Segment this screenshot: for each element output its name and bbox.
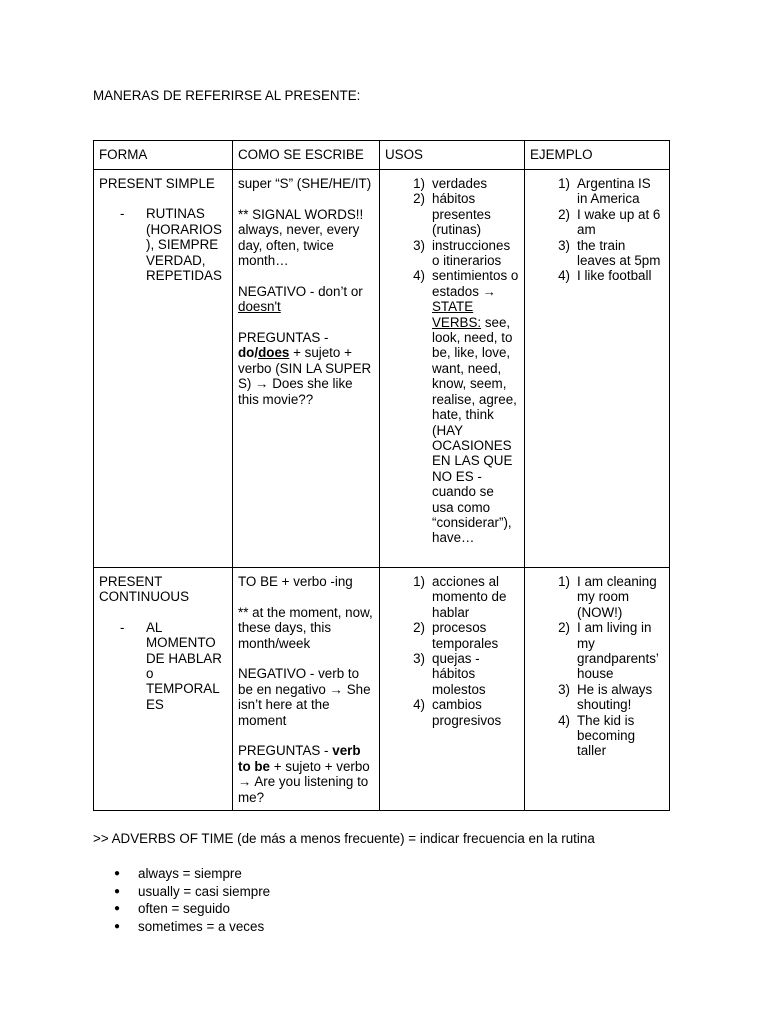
- adverbs-heading: >> ADVERBS OF TIME (de más a menos frecuente) = indicar frecuencia en la rutina: [93, 831, 595, 846]
- list-item: ● often = seguido: [138, 901, 270, 919]
- list-item: 3) He is always shouting!: [558, 681, 653, 713]
- list-item: 1) I am cleaning my room (NOW!): [558, 574, 657, 620]
- header-usos: USOS: [380, 141, 525, 170]
- table-row: [94, 170, 670, 568]
- escribe-rule: super “S” (SHE/HE/IT): [238, 176, 372, 191]
- list-item: 3) the train leaves at 5pm: [558, 237, 661, 269]
- forma-notes: [99, 620, 227, 712]
- header-como-se-escribe: COMO SE ESCRIBE: [233, 141, 380, 170]
- forma-name: PRESENT SIMPLE: [99, 176, 215, 191]
- usos-list: [385, 176, 519, 546]
- list-item: ● always = siempre: [138, 866, 270, 884]
- list-item: 4) sentimientos o estados → STATE VERBS: see, look, need, to be, like, love, want, need, know, seem, realise, agree, hate, think (HAY OCASIONES EN LAS QUE NO ES - cuando se usa como “considerar”), have…: [413, 268, 519, 546]
- list-item: 2) procesos temporales: [413, 620, 499, 651]
- escribe-cell: [233, 568, 380, 811]
- list-item: 1) Argentina IS in America: [558, 176, 651, 207]
- list-item: ● sometimes = a veces: [138, 919, 270, 937]
- forma-note: - RUTINAS (HORARIOS), SIEMPRE VERDAD, REPETIDAS: [146, 206, 227, 283]
- list-item: 2) I am living in my grandparents’ house: [558, 620, 659, 682]
- page-title: MANERAS DE REFERIRSE AL PRESENTE:: [93, 88, 361, 103]
- ejemplo-cell: [525, 170, 670, 568]
- preguntas-text: PREGUNTAS - do/does + sujeto + verbo (SIN LA SUPER S) → Does she like this movie??: [238, 330, 372, 407]
- grammar-table: [93, 140, 670, 811]
- forma-notes: [99, 206, 227, 283]
- signal-words: ** at the moment, now, these days, this month/week: [238, 604, 373, 651]
- preguntas-text: PREGUNTAS - verb to be + sujeto + verbo → Are you listening to me?: [238, 743, 370, 805]
- signal-words: ** SIGNAL WORDS!! always, never, every day, often, twice month…: [238, 206, 364, 269]
- list-item: 2) hábitos presentes (rutinas): [413, 191, 491, 238]
- forma-note: - AL MOMENTO DE HABLAR o TEMPORALES: [146, 620, 227, 712]
- list-item: 4) cambios progresivos: [413, 697, 502, 728]
- negativo-text: NEGATIVO - don’t or doesn't: [238, 283, 363, 315]
- table-header-row: [94, 141, 670, 170]
- escribe-rule: TO BE + verbo -ing: [238, 574, 353, 589]
- header-ejemplo: EJEMPLO: [525, 141, 670, 170]
- usos-cell: [380, 568, 525, 811]
- list-item: 3) quejas - hábitos molestos: [413, 651, 486, 697]
- list-item: 4) The kid is becoming taller: [558, 712, 636, 759]
- list-item: 4) I like football: [558, 268, 652, 284]
- list-item: 3) instrucciones o itinerarios: [413, 237, 511, 269]
- list-item: 2) I wake up at 6 am: [558, 206, 661, 238]
- list-item: 1) verdades: [413, 176, 488, 191]
- list-item: ● usually = casi siempre: [138, 884, 270, 902]
- forma-cell: [94, 568, 233, 811]
- forma-name: PRESENT CONTINUOUS: [99, 574, 190, 605]
- usos-cell: [380, 170, 525, 568]
- ejemplo-cell: [525, 568, 670, 811]
- ejemplo-list: [530, 574, 664, 759]
- escribe-cell: [233, 170, 380, 568]
- table-row: [94, 568, 670, 811]
- header-forma: FORMA: [94, 141, 233, 170]
- ejemplo-list: [530, 176, 664, 284]
- forma-cell: [94, 170, 233, 568]
- usos-list: [385, 574, 519, 728]
- list-item: 1) acciones al momento de hablar: [413, 574, 507, 620]
- negativo-text: NEGATIVO - verb to be en negativo → She isn’t here at the moment: [238, 666, 371, 728]
- adverbs-list: [93, 866, 270, 936]
